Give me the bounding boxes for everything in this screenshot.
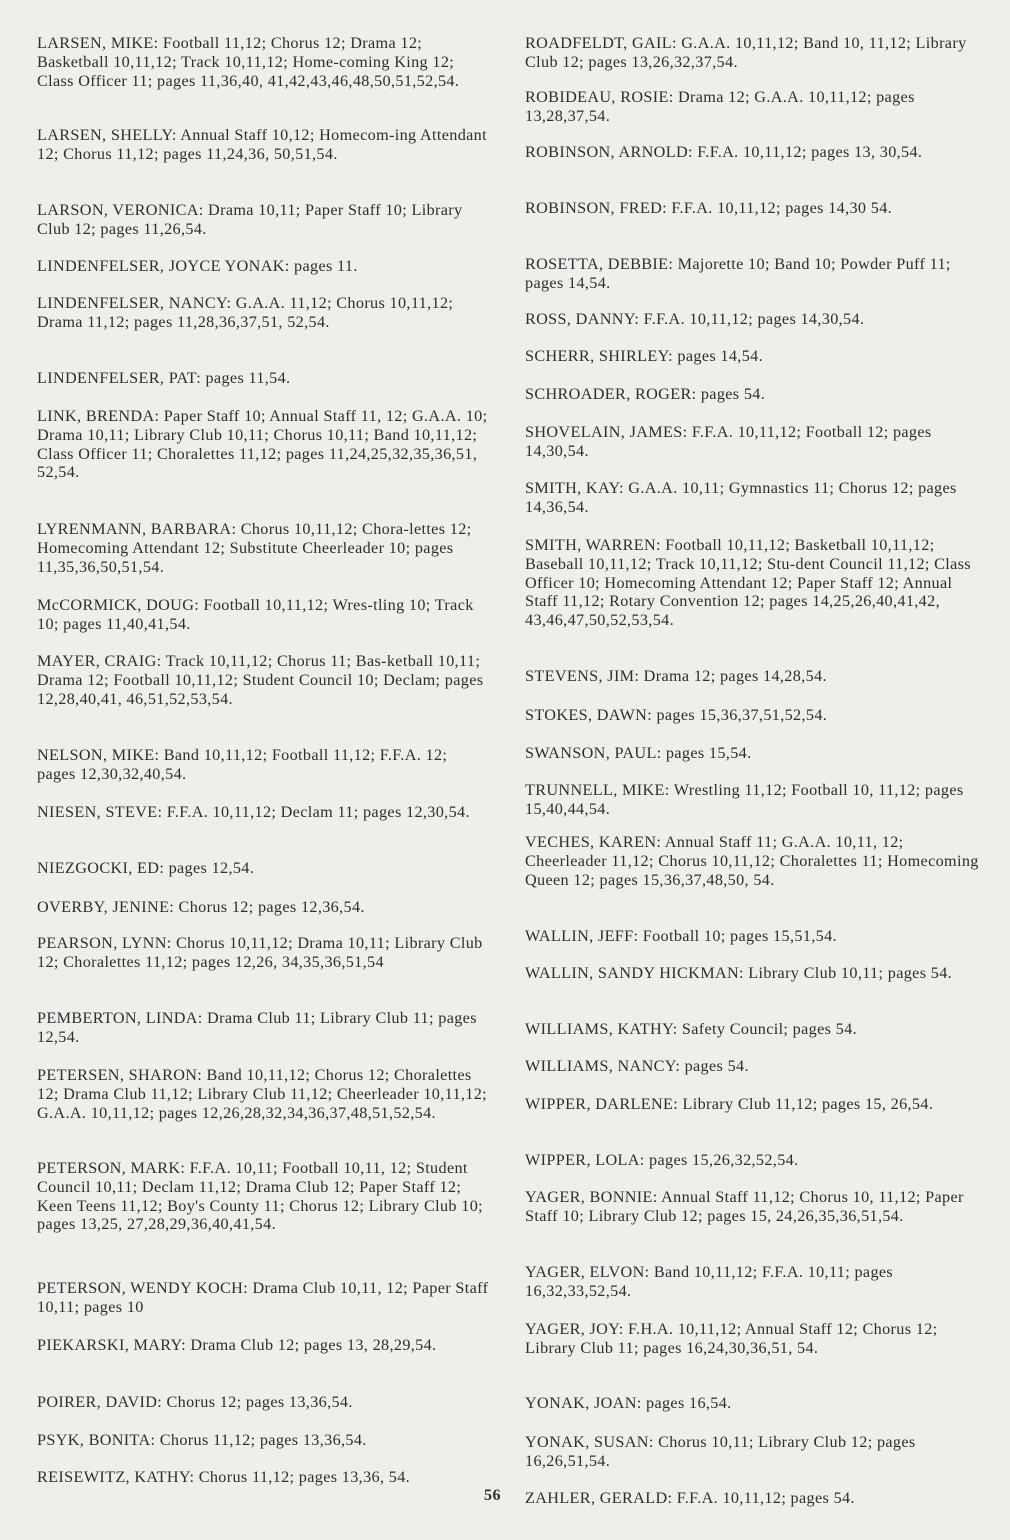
index-entry: LARSEN, MIKE: Football 11,12; Chorus 12; Drama 12; Basketball 10,11,12; Track 10,11,12; Home-coming King 12; Class Officer 11; pages 11,36,40, 41,42,43,46,48,50,51,52,54. <box>37 34 460 90</box>
index-entry: LINDENFELSER, PAT: pages 11,54. <box>37 369 291 387</box>
index-entry: WILLIAMS, NANCY: pages 54. <box>525 1057 749 1075</box>
index-entry: McCORMICK, DOUG: Football 10,11,12; Wres-tling 10; Track 10; pages 11,40,41,54. <box>37 596 474 633</box>
index-entry: LINK, BRENDA: Paper Staff 10; Annual Staff 11, 12; G.A.A. 10; Drama 10,11; Library Club 10,11; Chorus 10,11; Band 10,11,12; Class Officer 11; Choralettes 11,12; pages 11,24,25,32,35,36,51, 52,54. <box>37 407 488 482</box>
page-number: 56 <box>484 1487 501 1504</box>
index-entry: LYRENMANN, BARBARA: Chorus 10,11,12; Chora-lettes 12; Homecoming Attendant 12; Substitute Cheerleader 10; pages 11,35,36,50,51,54. <box>37 520 472 576</box>
index-entry: WIPPER, DARLENE: Library Club 11,12; pages 15, 26,54. <box>525 1095 934 1113</box>
index-entry: YONAK, SUSAN: Chorus 10,11; Library Club 12; pages 16,26,51,54. <box>525 1433 916 1470</box>
index-entry: REISEWITZ, KATHY: Chorus 11,12; pages 13,36, 54. <box>37 1468 411 1486</box>
index-entry: YAGER, BONNIE: Annual Staff 11,12; Chorus 10, 11,12; Paper Staff 10; Library Club 12; pages 15, 24,26,35,36,51,54. <box>525 1188 964 1225</box>
index-entry: ROSS, DANNY: F.F.A. 10,11,12; pages 14,30,54. <box>525 310 865 328</box>
index-entry: ROBINSON, ARNOLD: F.F.A. 10,11,12; pages 13, 30,54. <box>525 143 923 161</box>
index-entry: ROADFELDT, GAIL: G.A.A. 10,11,12; Band 10, 11,12; Library Club 12; pages 13,26,32,37,54. <box>525 34 967 71</box>
index-entry: PETERSON, WENDY KOCH: Drama Club 10,11, 12; Paper Staff 10,11; pages 10 <box>37 1279 489 1316</box>
index-entry: LINDENFELSER, JOYCE YONAK: pages 11. <box>37 257 358 275</box>
index-entry: WIPPER, LOLA: pages 15,26,32,52,54. <box>525 1151 799 1169</box>
index-entry: PIEKARSKI, MARY: Drama Club 12; pages 13, 28,29,54. <box>37 1336 437 1354</box>
index-entry: TRUNNELL, MIKE: Wrestling 11,12; Football 10, 11,12; pages 15,40,44,54. <box>525 781 964 818</box>
index-entry: STOKES, DAWN: pages 15,36,37,51,52,54. <box>525 706 828 724</box>
index-entry: ROSETTA, DEBBIE: Majorette 10; Band 10; Powder Puff 11; pages 14,54. <box>525 255 951 292</box>
index-entry: NELSON, MIKE: Band 10,11,12; Football 11,12; F.F.A. 12; pages 12,30,32,40,54. <box>37 746 448 783</box>
index-entry: YAGER, JOY: F.H.A. 10,11,12; Annual Staff 12; Chorus 12; Library Club 11; pages 16,24,30,36,51, 54. <box>525 1320 938 1357</box>
index-entry: PETERSON, MARK: F.F.A. 10,11; Football 10,11, 12; Student Council 10,11; Declam 11,12; Drama Club 12; Paper Staff 12; Keen Teens 11,12; Boy's County 11; Chorus 12; Library Club 10; pages 13,25, 27,28,29,36,40,41,54. <box>37 1159 483 1234</box>
index-entry: YONAK, JOAN: pages 16,54. <box>525 1394 732 1412</box>
index-entry: WALLIN, JEFF: Football 10; pages 15,51,54. <box>525 927 837 945</box>
index-entry: SCHERR, SHIRLEY: pages 14,54. <box>525 347 763 365</box>
index-entry: NIEZGOCKI, ED: pages 12,54. <box>37 859 255 877</box>
index-entry: ROBINSON, FRED: F.F.A. 10,11,12; pages 14,30 54. <box>525 199 893 217</box>
index-entry: POIRER, DAVID: Chorus 12; pages 13,36,54. <box>37 1393 353 1411</box>
index-entry: VECHES, KAREN: Annual Staff 11; G.A.A. 10,11, 12; Cheerleader 11,12; Chorus 10,11,12; Choralettes 11; Homecoming Queen 12; pages 15,36,37,48,50, 54. <box>525 833 979 889</box>
index-entry: ZAHLER, GERALD: F.F.A. 10,11,12; pages 54. <box>525 1489 855 1507</box>
index-entry: LARSEN, SHELLY: Annual Staff 10,12; Homecom-ing Attendant 12; Chorus 11,12; pages 11,24,36, 50,51,54. <box>37 126 487 163</box>
index-entry: PEARSON, LYNN: Chorus 10,11,12; Drama 10,11; Library Club 12; Choralettes 11,12; pages 12,26, 34,35,36,51,54 <box>37 934 483 971</box>
index-entry: LINDENFELSER, NANCY: G.A.A. 11,12; Chorus 10,11,12; Drama 11,12; pages 11,28,36,37,51, 52,54. <box>37 294 454 331</box>
index-entry: WALLIN, SANDY HICKMAN: Library Club 10,11; pages 54. <box>525 964 953 982</box>
index-entry: YAGER, ELVON: Band 10,11,12; F.F.A. 10,11; pages 16,32,33,52,54. <box>525 1263 894 1300</box>
index-entry: ROBIDEAU, ROSIE: Drama 12; G.A.A. 10,11,12; pages 13,28,37,54. <box>525 88 915 125</box>
index-entry: PEMBERTON, LINDA: Drama Club 11; Library Club 11; pages 12,54. <box>37 1009 477 1046</box>
index-entry: PSYK, BONITA: Chorus 11,12; pages 13,36,54. <box>37 1431 367 1449</box>
index-entry: SWANSON, PAUL: pages 15,54. <box>525 744 752 762</box>
index-entry: SMITH, KAY: G.A.A. 10,11; Gymnastics 11; Chorus 12; pages 14,36,54. <box>525 479 957 516</box>
index-entry: WILLIAMS, KATHY: Safety Council; pages 54. <box>525 1020 857 1038</box>
index-entry: NIESEN, STEVE: F.F.A. 10,11,12; Declam 11; pages 12,30,54. <box>37 803 470 821</box>
index-entry: SCHROADER, ROGER: pages 54. <box>525 385 766 403</box>
index-entry: STEVENS, JIM: Drama 12; pages 14,28,54. <box>525 667 827 685</box>
index-entry: PETERSEN, SHARON: Band 10,11,12; Chorus 12; Choralettes 12; Drama Club 11,12; Library Club 11,12; Cheerleader 10,11,12; G.A.A. 10,11,12; pages 12,26,28,32,34,36,37,48,51,52,54. <box>37 1066 488 1122</box>
index-entry: OVERBY, JENINE: Chorus 12; pages 12,36,54. <box>37 898 365 916</box>
index-entry: SMITH, WARREN: Football 10,11,12; Basketball 10,11,12; Baseball 10,11,12; Track 10,11,12; Stu-dent Council 11,12; Class Officer 10; Homecoming Attendant 12; Paper Staff 12; Annual Staff 11,12; Rotary Convention 12; pages 14,25,26,40,41,42, 43,46,47,50,52,53,54. <box>525 536 971 630</box>
index-entry: SHOVELAIN, JAMES: F.F.A. 10,11,12; Football 12; pages 14,30,54. <box>525 423 932 460</box>
index-entry: LARSON, VERONICA: Drama 10,11; Paper Staff 10; Library Club 12; pages 11,26,54. <box>37 201 463 238</box>
index-entry: MAYER, CRAIG: Track 10,11,12; Chorus 11; Bas-ketball 10,11; Drama 12; Football 10,11,12; Student Council 10; Declam; pages 12,28,40,41, 46,51,52,53,54. <box>37 652 484 708</box>
